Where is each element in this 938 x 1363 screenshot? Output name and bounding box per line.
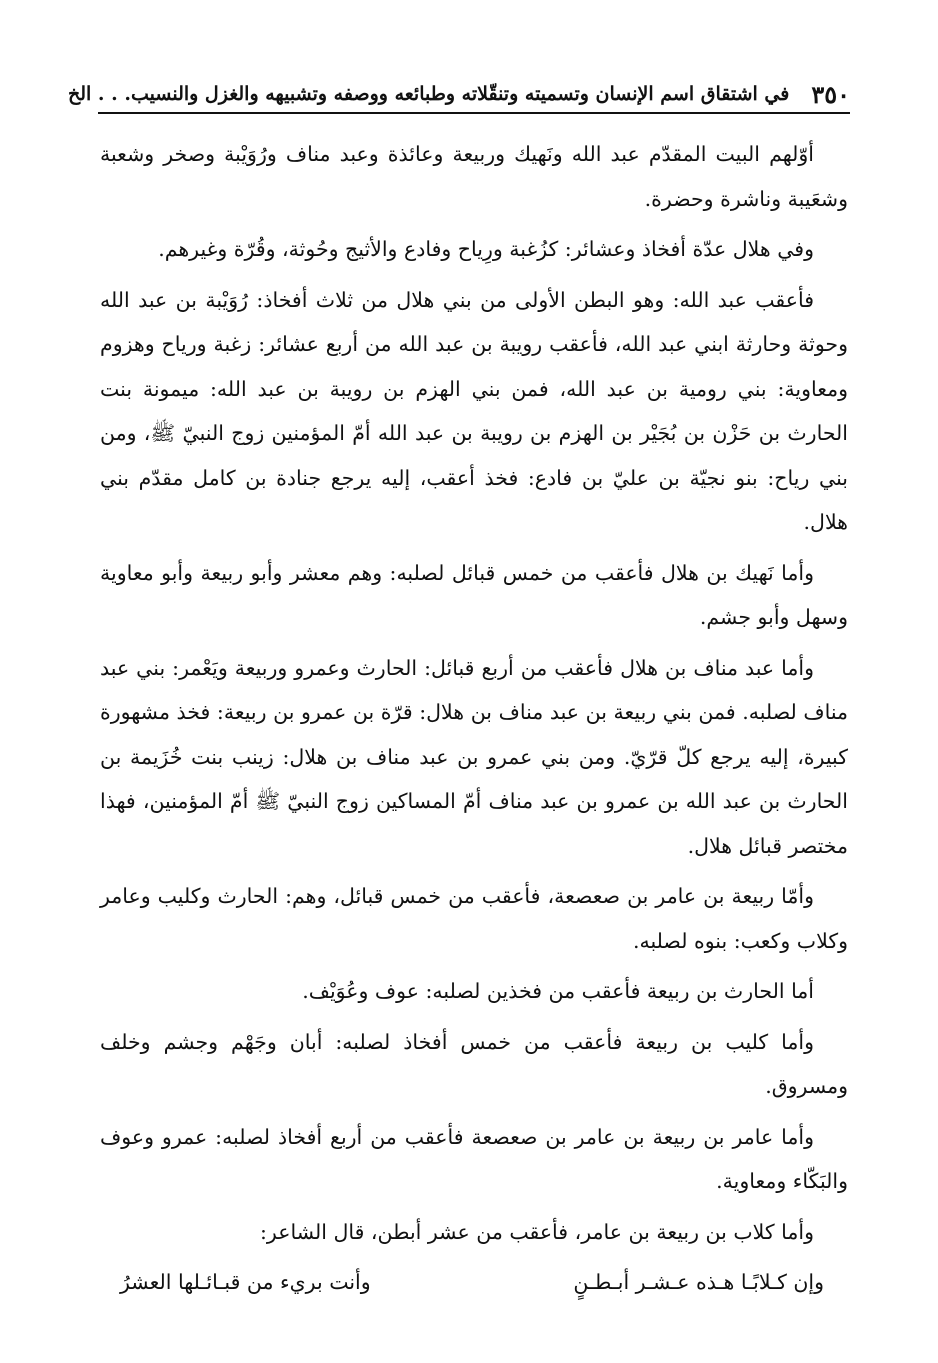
paragraph: أوّلهم البيت المقدّم عبد الله ونَهيك وربيعة وعائذة وعبد مناف ورُوَيْبة وصخر وشعبة وشعَيبة وناشرة وحضرة. <box>100 142 848 211</box>
verse-second-hemistich: وأنت بريء من قبـائـلها العشرُ <box>120 1270 371 1294</box>
paragraph: وفي هلال عدّة أفخاذ وعشائر: كزُغبة ورِياح وفادع والأثيج وحُوثة، وقُرّة وغيرهم. <box>158 237 814 261</box>
page-number: ٣٥٠ <box>811 79 850 109</box>
paragraph: فأعقب عبد الله: وهو البطن الأولى من بني هلال من ثلاث أفخاذ: رُوَيْبة بن عبد الله وحوثة وحارثة ابني عبد الله، فأعقب رويبة بن عبد الله من أربع عشائر: زغبة ورياح وهزوم ومعاوية: بني رومية بن عبد الله، فمن بني الهزم بن رويبة بن عبد الله: ميمونة بنت الحارث بن حَزْن بن بُجَيْر بن الهزم بن رويبة بن عبد الله أمّ المؤمنين زوج النبيّ ﷺ، ومن بني رياح: بنو نجيّة بن عليّ بن فادع: فخذ أعقب، إليه يرجع جنادة بن كامل مقدّم بني هلال. <box>100 287 848 534</box>
page-header <box>67 79 850 114</box>
paragraph: وأما نَهيك بن هلال فأعقب من خمس قبائل لصلبه: وهم معشر وأبو ربيعة وأبو معاوية وسهل وأبو جشم. <box>100 560 848 629</box>
paragraph: أما الحارث بن ربيعة فأعقب من فخذين لصلبه: عوف وعُوَيْف. <box>302 979 814 1003</box>
poetry-verse <box>100 1260 848 1304</box>
paragraph: وأمّا ربيعة بن عامر بن صعصعة، فأعقب من خمس قبائل، وهم: الحارث وكليب وعامر وكلاب وكعب: بنوه لصلبه. <box>100 884 848 953</box>
paragraph: وأما كلاب بن ربيعة بن عامر، فأعقب من عشر أبطن، قال الشاعر: <box>260 1219 814 1244</box>
paragraph: وأما عبد مناف بن هلال فأعقب من أربع قبائل: الحارث وعمرو وربيعة ويَعْمر: بني عبد مناف لصلبه. فمن بني ربيعة بن عبد مناف بن هلال: قرّة بن عمرو بن ربيعة: فخذ مشهورة كبيرة، إليه يرجع كلّ قرّيّ. ومن بني عمرو بن عبد مناف بن هلال: زينب بنت خُزَيمة بن الحارث بن عبد الله بن عمرو بن عبد مناف أمّ المساكين زوج النبيّ ﷺ أمّ المؤمنين، فهذا مختصر قبائل هلال. <box>100 655 848 858</box>
running-title: في اشتقاق اسم الإنسان وتسميته وتنقّلاته وطبائعه ووصفه وتشبيهه والغزل والنسيب. . . الخ <box>67 83 790 105</box>
main-text <box>100 132 848 1304</box>
paragraph: وأما كليب بن ربيعة فأعقب من خمس أفخاذ لصلبه: أبان وجَهْم وجشم وخلف ومسروق. <box>100 1029 848 1098</box>
verse-first-hemistich: وإن كـلابًـا هـذه عـشـر أبـطـنٍ <box>573 1270 824 1294</box>
paragraph: وأما عامر بن ربيعة بن عامر بن صعصعة فأعقب من أربع أفخاذ لصلبه: عمرو وعوف والبَكّاء ومعاوية. <box>100 1124 848 1193</box>
